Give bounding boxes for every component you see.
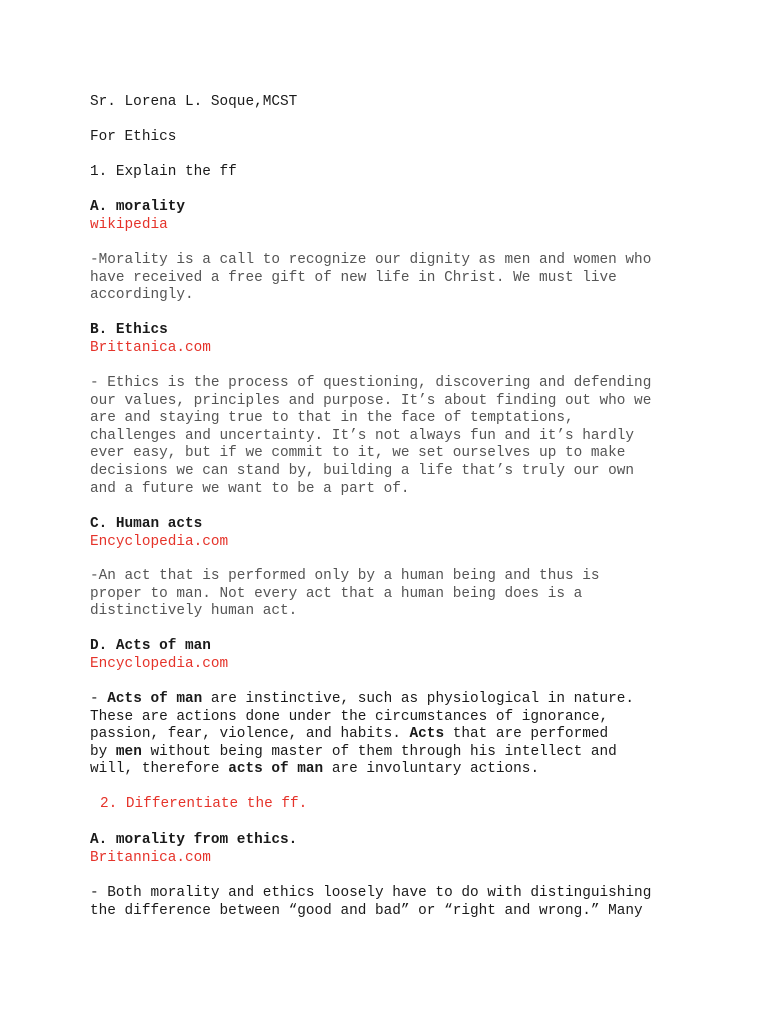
text-fragment: will, therefore <box>90 761 229 778</box>
question-1: 1. Explain the ff <box>90 164 237 180</box>
text-fragment: that are performed <box>444 726 609 743</box>
text-fragment: - <box>90 691 108 707</box>
source-morality: wikipedia <box>90 216 168 233</box>
text-fragment: are involuntary actions. <box>323 761 540 778</box>
emphasis-men: men <box>115 743 142 760</box>
source-morality-from-ethics: Britannica.com <box>90 849 211 866</box>
emphasis-acts-of-man: Acts of man <box>107 691 203 707</box>
morality-text-line: -Morality is a call to recognize our dignity as men and women who <box>90 252 652 268</box>
heading-human-acts: C. Human acts <box>90 516 203 532</box>
emphasis-acts: Acts <box>409 726 445 743</box>
morality-text-line: accordingly. <box>90 287 194 304</box>
text-fragment: passion, fear, violence, and habits. <box>90 726 410 743</box>
source-ethics: Brittanica.com <box>90 339 211 356</box>
text-fragment: without being master of them through his intellect and <box>141 743 617 760</box>
morality-from-ethics-text-line: the difference between “good and bad” or “right and wrong.” Many <box>90 902 643 919</box>
subject-line: For Ethics <box>90 129 177 145</box>
ethics-text-line: are and staying true to that in the face of temptations, <box>90 410 574 427</box>
heading-morality: A. morality <box>90 199 185 215</box>
heading-morality-from-ethics: A. morality from ethics. <box>90 832 298 848</box>
acts-of-man-text-line <box>90 726 608 744</box>
ethics-text-line: and a future we want to be a part of. <box>90 480 410 497</box>
acts-of-man-text-line <box>90 761 539 779</box>
ethics-text-line: ever easy, but if we commit to it, we set ourselves up to make <box>90 445 626 462</box>
emphasis-acts-of-man: acts of man <box>228 761 324 778</box>
text-fragment: by <box>90 743 116 760</box>
acts-of-man-text-line: These are actions done under the circumstances of ignorance, <box>90 708 609 725</box>
ethics-text-line: our values, principles and purpose. It’s about finding out who we <box>90 392 652 409</box>
heading-acts-of-man: D. Acts of man <box>90 638 211 654</box>
human-acts-text-line: proper to man. Not every act that a human being does is a <box>90 585 583 602</box>
ethics-text-line: challenges and uncertainty. It’s not always fun and it’s hardly <box>90 427 635 444</box>
human-acts-text-line: -An act that is performed only by a human being and thus is <box>90 568 600 584</box>
acts-of-man-text-line <box>90 744 617 762</box>
source-acts-of-man: Encyclopedia.com <box>90 655 229 672</box>
human-acts-text-line: distinctively human act. <box>90 603 298 620</box>
author-line: Sr. Lorena L. Soque,MCST <box>90 94 298 110</box>
heading-ethics: B. Ethics <box>90 322 168 338</box>
ethics-text-line: decisions we can stand by, building a life that’s truly our own <box>90 463 635 479</box>
text-fragment: are instinctive, such as physiological in nature. <box>202 691 635 707</box>
ethics-text-line: - Ethics is the process of questioning, discovering and defending <box>90 375 652 391</box>
source-human-acts: Encyclopedia.com <box>90 533 229 550</box>
morality-from-ethics-text-line: - Both morality and ethics loosely have to do with distinguishing <box>90 885 652 901</box>
acts-of-man-text-line <box>90 691 634 709</box>
morality-text-line: have received a free gift of new life in Christ. We must live <box>90 269 617 286</box>
question-2: 2. Differentiate the ff. <box>100 796 308 812</box>
